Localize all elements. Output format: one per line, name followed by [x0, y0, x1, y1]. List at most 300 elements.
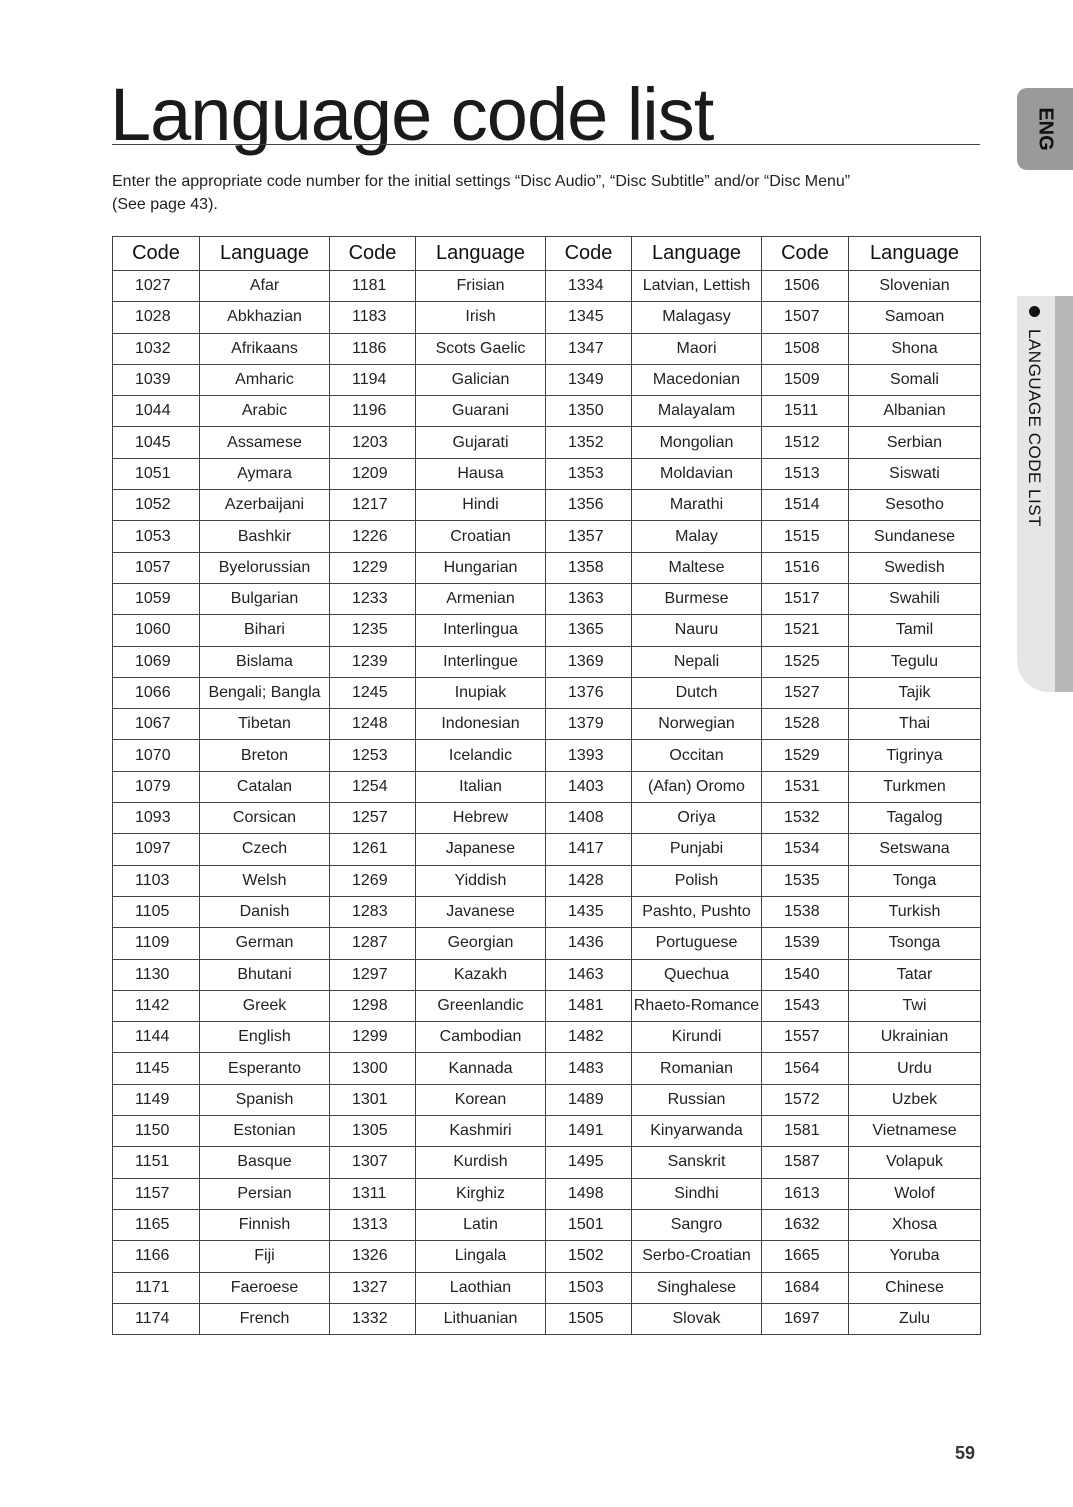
- language-cell: Kazakh: [416, 959, 546, 990]
- language-cell: French: [200, 1303, 330, 1334]
- language-cell: Interlingua: [416, 615, 546, 646]
- code-cell: 1174: [113, 1303, 200, 1334]
- language-cell: Spanish: [200, 1084, 330, 1115]
- language-cell: Serbo-Croatian: [632, 1241, 762, 1272]
- code-cell: 1229: [330, 552, 416, 583]
- code-cell: 1301: [330, 1084, 416, 1115]
- code-cell: 1311: [330, 1178, 416, 1209]
- language-cell: Frisian: [416, 271, 546, 302]
- language-cell: Romanian: [632, 1053, 762, 1084]
- code-cell: 1217: [330, 490, 416, 521]
- code-cell: 1103: [113, 865, 200, 896]
- language-cell: Rhaeto-Romance: [632, 990, 762, 1021]
- code-cell: 1142: [113, 990, 200, 1021]
- language-cell: Azerbaijani: [200, 490, 330, 521]
- code-cell: 1053: [113, 521, 200, 552]
- table-row: [113, 771, 981, 802]
- table-row: [113, 1272, 981, 1303]
- language-cell: Tatar: [849, 959, 981, 990]
- language-cell: Fiji: [200, 1241, 330, 1272]
- language-cell: Afar: [200, 271, 330, 302]
- language-cell: Samoan: [849, 302, 981, 333]
- code-cell: 1299: [330, 1022, 416, 1053]
- code-cell: 1060: [113, 615, 200, 646]
- language-cell: English: [200, 1022, 330, 1053]
- code-cell: 1097: [113, 834, 200, 865]
- language-cell: Lingala: [416, 1241, 546, 1272]
- language-cell: Esperanto: [200, 1053, 330, 1084]
- code-cell: 1697: [762, 1303, 849, 1334]
- code-cell: 1345: [546, 302, 632, 333]
- code-cell: 1513: [762, 458, 849, 489]
- language-cell: Malay: [632, 521, 762, 552]
- code-cell: 1538: [762, 896, 849, 927]
- code-cell: 1194: [330, 364, 416, 395]
- language-cell: Assamese: [200, 427, 330, 458]
- table-row: [113, 677, 981, 708]
- code-cell: 1183: [330, 302, 416, 333]
- header-code: Code: [113, 237, 200, 271]
- language-cell: Malagasy: [632, 302, 762, 333]
- table-row: [113, 834, 981, 865]
- code-cell: 1356: [546, 490, 632, 521]
- code-cell: 1417: [546, 834, 632, 865]
- table-row: [113, 1241, 981, 1272]
- code-cell: 1515: [762, 521, 849, 552]
- code-cell: 1482: [546, 1022, 632, 1053]
- table-row: [113, 896, 981, 927]
- code-cell: 1357: [546, 521, 632, 552]
- language-cell: Italian: [416, 771, 546, 802]
- language-cell: Oriya: [632, 803, 762, 834]
- language-cell: Siswati: [849, 458, 981, 489]
- language-cell: Quechua: [632, 959, 762, 990]
- code-cell: 1327: [330, 1272, 416, 1303]
- header-language: Language: [416, 237, 546, 271]
- code-cell: 1066: [113, 677, 200, 708]
- table-row: [113, 865, 981, 896]
- table-row: [113, 990, 981, 1021]
- language-cell: Danish: [200, 896, 330, 927]
- language-cell: Singhalese: [632, 1272, 762, 1303]
- code-cell: 1511: [762, 396, 849, 427]
- language-cell: Tamil: [849, 615, 981, 646]
- language-cell: Bulgarian: [200, 583, 330, 614]
- code-cell: 1171: [113, 1272, 200, 1303]
- language-cell: Ukrainian: [849, 1022, 981, 1053]
- code-cell: 1503: [546, 1272, 632, 1303]
- code-cell: 1027: [113, 271, 200, 302]
- code-cell: 1144: [113, 1022, 200, 1053]
- language-cell: Basque: [200, 1147, 330, 1178]
- language-cell: Galician: [416, 364, 546, 395]
- code-cell: 1369: [546, 646, 632, 677]
- table-row: [113, 928, 981, 959]
- code-cell: 1539: [762, 928, 849, 959]
- language-cell: Sanskrit: [632, 1147, 762, 1178]
- code-cell: 1149: [113, 1084, 200, 1115]
- language-cell: Czech: [200, 834, 330, 865]
- language-cell: Irish: [416, 302, 546, 333]
- code-cell: 1145: [113, 1053, 200, 1084]
- code-cell: 1067: [113, 709, 200, 740]
- language-cell: Javanese: [416, 896, 546, 927]
- language-cell: Lithuanian: [416, 1303, 546, 1334]
- language-cell: Bashkir: [200, 521, 330, 552]
- code-cell: 1233: [330, 583, 416, 614]
- code-cell: 1130: [113, 959, 200, 990]
- language-cell: Latin: [416, 1209, 546, 1240]
- table-row: [113, 427, 981, 458]
- language-cell: Indonesian: [416, 709, 546, 740]
- code-cell: 1495: [546, 1147, 632, 1178]
- code-cell: 1516: [762, 552, 849, 583]
- language-cell: Russian: [632, 1084, 762, 1115]
- code-cell: 1307: [330, 1147, 416, 1178]
- code-cell: 1613: [762, 1178, 849, 1209]
- code-cell: 1352: [546, 427, 632, 458]
- code-cell: 1581: [762, 1116, 849, 1147]
- code-cell: 1093: [113, 803, 200, 834]
- code-cell: 1245: [330, 677, 416, 708]
- language-cell: Yoruba: [849, 1241, 981, 1272]
- table-row: [113, 1147, 981, 1178]
- code-cell: 1665: [762, 1241, 849, 1272]
- language-cell: Hausa: [416, 458, 546, 489]
- language-cell: Croatian: [416, 521, 546, 552]
- code-cell: 1079: [113, 771, 200, 802]
- code-cell: 1165: [113, 1209, 200, 1240]
- language-cell: Tibetan: [200, 709, 330, 740]
- language-cell: Hebrew: [416, 803, 546, 834]
- bullet-icon: [1029, 306, 1040, 317]
- table-row: [113, 803, 981, 834]
- table-row: [113, 615, 981, 646]
- code-cell: 1534: [762, 834, 849, 865]
- code-cell: 1529: [762, 740, 849, 771]
- table-row: [113, 583, 981, 614]
- language-cell: Polish: [632, 865, 762, 896]
- language-cell: Dutch: [632, 677, 762, 708]
- code-cell: 1151: [113, 1147, 200, 1178]
- language-cell: Greek: [200, 990, 330, 1021]
- language-cell: Estonian: [200, 1116, 330, 1147]
- language-cell: Norwegian: [632, 709, 762, 740]
- header-language: Language: [632, 237, 762, 271]
- code-cell: 1632: [762, 1209, 849, 1240]
- code-cell: 1517: [762, 583, 849, 614]
- language-cell: Bengali; Bangla: [200, 677, 330, 708]
- code-cell: 1521: [762, 615, 849, 646]
- code-cell: 1436: [546, 928, 632, 959]
- language-cell: Sangro: [632, 1209, 762, 1240]
- language-cell: Turkish: [849, 896, 981, 927]
- code-cell: 1186: [330, 333, 416, 364]
- section-tab-bar: [1055, 296, 1073, 692]
- language-cell: Persian: [200, 1178, 330, 1209]
- language-cell: Abkhazian: [200, 302, 330, 333]
- code-cell: 1498: [546, 1178, 632, 1209]
- code-cell: 1531: [762, 771, 849, 802]
- table-row: [113, 552, 981, 583]
- language-cell: Uzbek: [849, 1084, 981, 1115]
- language-cell: Faeroese: [200, 1272, 330, 1303]
- language-cell: Kinyarwanda: [632, 1116, 762, 1147]
- code-cell: 1057: [113, 552, 200, 583]
- code-cell: 1502: [546, 1241, 632, 1272]
- code-cell: 1512: [762, 427, 849, 458]
- language-cell: Tegulu: [849, 646, 981, 677]
- table-body: [113, 271, 981, 1335]
- table-row: [113, 396, 981, 427]
- language-cell: Slovak: [632, 1303, 762, 1334]
- language-cell: Albanian: [849, 396, 981, 427]
- language-cell: Laothian: [416, 1272, 546, 1303]
- code-cell: 1483: [546, 1053, 632, 1084]
- code-cell: 1349: [546, 364, 632, 395]
- table-row: [113, 271, 981, 302]
- code-cell: 1358: [546, 552, 632, 583]
- code-cell: 1069: [113, 646, 200, 677]
- table-row: [113, 1178, 981, 1209]
- language-cell: Arabic: [200, 396, 330, 427]
- table-row: [113, 1116, 981, 1147]
- language-cell: Kannada: [416, 1053, 546, 1084]
- code-cell: 1564: [762, 1053, 849, 1084]
- table-row: [113, 521, 981, 552]
- code-cell: 1235: [330, 615, 416, 646]
- code-cell: 1379: [546, 709, 632, 740]
- code-cell: 1261: [330, 834, 416, 865]
- code-cell: 1505: [546, 1303, 632, 1334]
- table-row: [113, 1209, 981, 1240]
- language-cell: Sundanese: [849, 521, 981, 552]
- code-cell: 1157: [113, 1178, 200, 1209]
- language-cell: Moldavian: [632, 458, 762, 489]
- code-cell: 1052: [113, 490, 200, 521]
- code-cell: 1070: [113, 740, 200, 771]
- language-cell: Yiddish: [416, 865, 546, 896]
- title-rule: [112, 144, 980, 145]
- language-cell: Punjabi: [632, 834, 762, 865]
- language-cell: Slovenian: [849, 271, 981, 302]
- language-cell: Armenian: [416, 583, 546, 614]
- code-cell: 1481: [546, 990, 632, 1021]
- code-cell: 1684: [762, 1272, 849, 1303]
- language-cell: Scots Gaelic: [416, 333, 546, 364]
- language-cell: Bislama: [200, 646, 330, 677]
- code-cell: 1506: [762, 271, 849, 302]
- language-cell: Greenlandic: [416, 990, 546, 1021]
- language-cell: Chinese: [849, 1272, 981, 1303]
- table-row: [113, 1084, 981, 1115]
- table-row: [113, 302, 981, 333]
- language-cell: Pashto, Pushto: [632, 896, 762, 927]
- code-cell: 1257: [330, 803, 416, 834]
- table-row: [113, 490, 981, 521]
- code-cell: 1287: [330, 928, 416, 959]
- code-cell: 1393: [546, 740, 632, 771]
- code-cell: 1300: [330, 1053, 416, 1084]
- code-cell: 1334: [546, 271, 632, 302]
- language-cell: Somali: [849, 364, 981, 395]
- language-cell: Georgian: [416, 928, 546, 959]
- code-cell: 1283: [330, 896, 416, 927]
- code-cell: 1150: [113, 1116, 200, 1147]
- code-cell: 1332: [330, 1303, 416, 1334]
- language-cell: Malayalam: [632, 396, 762, 427]
- table-row: [113, 740, 981, 771]
- header-code: Code: [762, 237, 849, 271]
- language-cell: Wolof: [849, 1178, 981, 1209]
- table-row: [113, 458, 981, 489]
- code-cell: 1463: [546, 959, 632, 990]
- code-cell: 1059: [113, 583, 200, 614]
- code-cell: 1298: [330, 990, 416, 1021]
- language-cell: Corsican: [200, 803, 330, 834]
- table-row: [113, 1303, 981, 1334]
- language-cell: Tagalog: [849, 803, 981, 834]
- table-row: [113, 646, 981, 677]
- language-cell: Tonga: [849, 865, 981, 896]
- language-cell: Kashmiri: [416, 1116, 546, 1147]
- language-cell: Swahili: [849, 583, 981, 614]
- code-cell: 1105: [113, 896, 200, 927]
- table-row: [113, 333, 981, 364]
- code-cell: 1403: [546, 771, 632, 802]
- table-row: [113, 709, 981, 740]
- language-cell: Zulu: [849, 1303, 981, 1334]
- section-side-label: [1024, 306, 1044, 527]
- code-cell: 1181: [330, 271, 416, 302]
- side-tab-label: ENG: [1034, 107, 1057, 151]
- code-cell: 1044: [113, 396, 200, 427]
- language-cell: Occitan: [632, 740, 762, 771]
- code-cell: 1353: [546, 458, 632, 489]
- language-cell: Bhutani: [200, 959, 330, 990]
- language-cell: Latvian, Lettish: [632, 271, 762, 302]
- language-cell: Icelandic: [416, 740, 546, 771]
- header-code: Code: [546, 237, 632, 271]
- code-cell: 1535: [762, 865, 849, 896]
- language-cell: Setswana: [849, 834, 981, 865]
- code-cell: 1525: [762, 646, 849, 677]
- language-cell: Twi: [849, 990, 981, 1021]
- code-cell: 1508: [762, 333, 849, 364]
- language-cell: Aymara: [200, 458, 330, 489]
- language-cell: Welsh: [200, 865, 330, 896]
- language-cell: Portuguese: [632, 928, 762, 959]
- page-title: Language code list: [110, 73, 714, 156]
- language-cell: Inupiak: [416, 677, 546, 708]
- table-row: [113, 1022, 981, 1053]
- code-cell: 1489: [546, 1084, 632, 1115]
- language-cell: Kirundi: [632, 1022, 762, 1053]
- language-cell: Sesotho: [849, 490, 981, 521]
- header-code: Code: [330, 237, 416, 271]
- language-cell: Kirghiz: [416, 1178, 546, 1209]
- code-cell: 1045: [113, 427, 200, 458]
- code-cell: 1532: [762, 803, 849, 834]
- language-cell: Tigrinya: [849, 740, 981, 771]
- language-cell: Thai: [849, 709, 981, 740]
- language-cell: Swedish: [849, 552, 981, 583]
- table-row: [113, 364, 981, 395]
- code-cell: 1408: [546, 803, 632, 834]
- code-cell: 1166: [113, 1241, 200, 1272]
- language-cell: Turkmen: [849, 771, 981, 802]
- code-cell: 1226: [330, 521, 416, 552]
- code-cell: 1540: [762, 959, 849, 990]
- language-cell: German: [200, 928, 330, 959]
- code-cell: 1248: [330, 709, 416, 740]
- language-cell: Urdu: [849, 1053, 981, 1084]
- language-cell: Nepali: [632, 646, 762, 677]
- language-side-tab: [1017, 88, 1073, 170]
- code-cell: 1028: [113, 302, 200, 333]
- language-cell: Burmese: [632, 583, 762, 614]
- code-cell: 1313: [330, 1209, 416, 1240]
- language-cell: Maori: [632, 333, 762, 364]
- language-cell: Korean: [416, 1084, 546, 1115]
- table-row: [113, 959, 981, 990]
- code-cell: 1491: [546, 1116, 632, 1147]
- code-cell: 1363: [546, 583, 632, 614]
- language-cell: Xhosa: [849, 1209, 981, 1240]
- language-cell: Amharic: [200, 364, 330, 395]
- language-cell: Japanese: [416, 834, 546, 865]
- code-cell: 1253: [330, 740, 416, 771]
- table-row: [113, 1053, 981, 1084]
- code-cell: 1196: [330, 396, 416, 427]
- code-cell: 1039: [113, 364, 200, 395]
- code-cell: 1509: [762, 364, 849, 395]
- language-cell: Breton: [200, 740, 330, 771]
- language-cell: Serbian: [849, 427, 981, 458]
- language-cell: Maltese: [632, 552, 762, 583]
- intro-text: [112, 170, 972, 216]
- language-cell: Shona: [849, 333, 981, 364]
- code-cell: 1347: [546, 333, 632, 364]
- language-cell: Hungarian: [416, 552, 546, 583]
- code-cell: 1365: [546, 615, 632, 646]
- header-language: Language: [849, 237, 981, 271]
- header-language: Language: [200, 237, 330, 271]
- code-cell: 1209: [330, 458, 416, 489]
- code-cell: 1528: [762, 709, 849, 740]
- code-cell: 1501: [546, 1209, 632, 1240]
- language-cell: Finnish: [200, 1209, 330, 1240]
- language-cell: Sindhi: [632, 1178, 762, 1209]
- intro-line-1: Enter the appropriate code number for the initial settings “Disc Audio”, “Disc Subtitle” and/or “Disc Menu”: [112, 173, 851, 190]
- code-cell: 1350: [546, 396, 632, 427]
- language-cell: Interlingue: [416, 646, 546, 677]
- code-cell: 1376: [546, 677, 632, 708]
- code-cell: 1435: [546, 896, 632, 927]
- language-cell: Hindi: [416, 490, 546, 521]
- code-cell: 1239: [330, 646, 416, 677]
- code-cell: 1543: [762, 990, 849, 1021]
- language-cell: Tajik: [849, 677, 981, 708]
- language-cell: Bihari: [200, 615, 330, 646]
- language-cell: Cambodian: [416, 1022, 546, 1053]
- code-cell: 1428: [546, 865, 632, 896]
- code-cell: 1514: [762, 490, 849, 521]
- language-cell: Mongolian: [632, 427, 762, 458]
- code-cell: 1254: [330, 771, 416, 802]
- language-cell: Afrikaans: [200, 333, 330, 364]
- language-cell: Volapuk: [849, 1147, 981, 1178]
